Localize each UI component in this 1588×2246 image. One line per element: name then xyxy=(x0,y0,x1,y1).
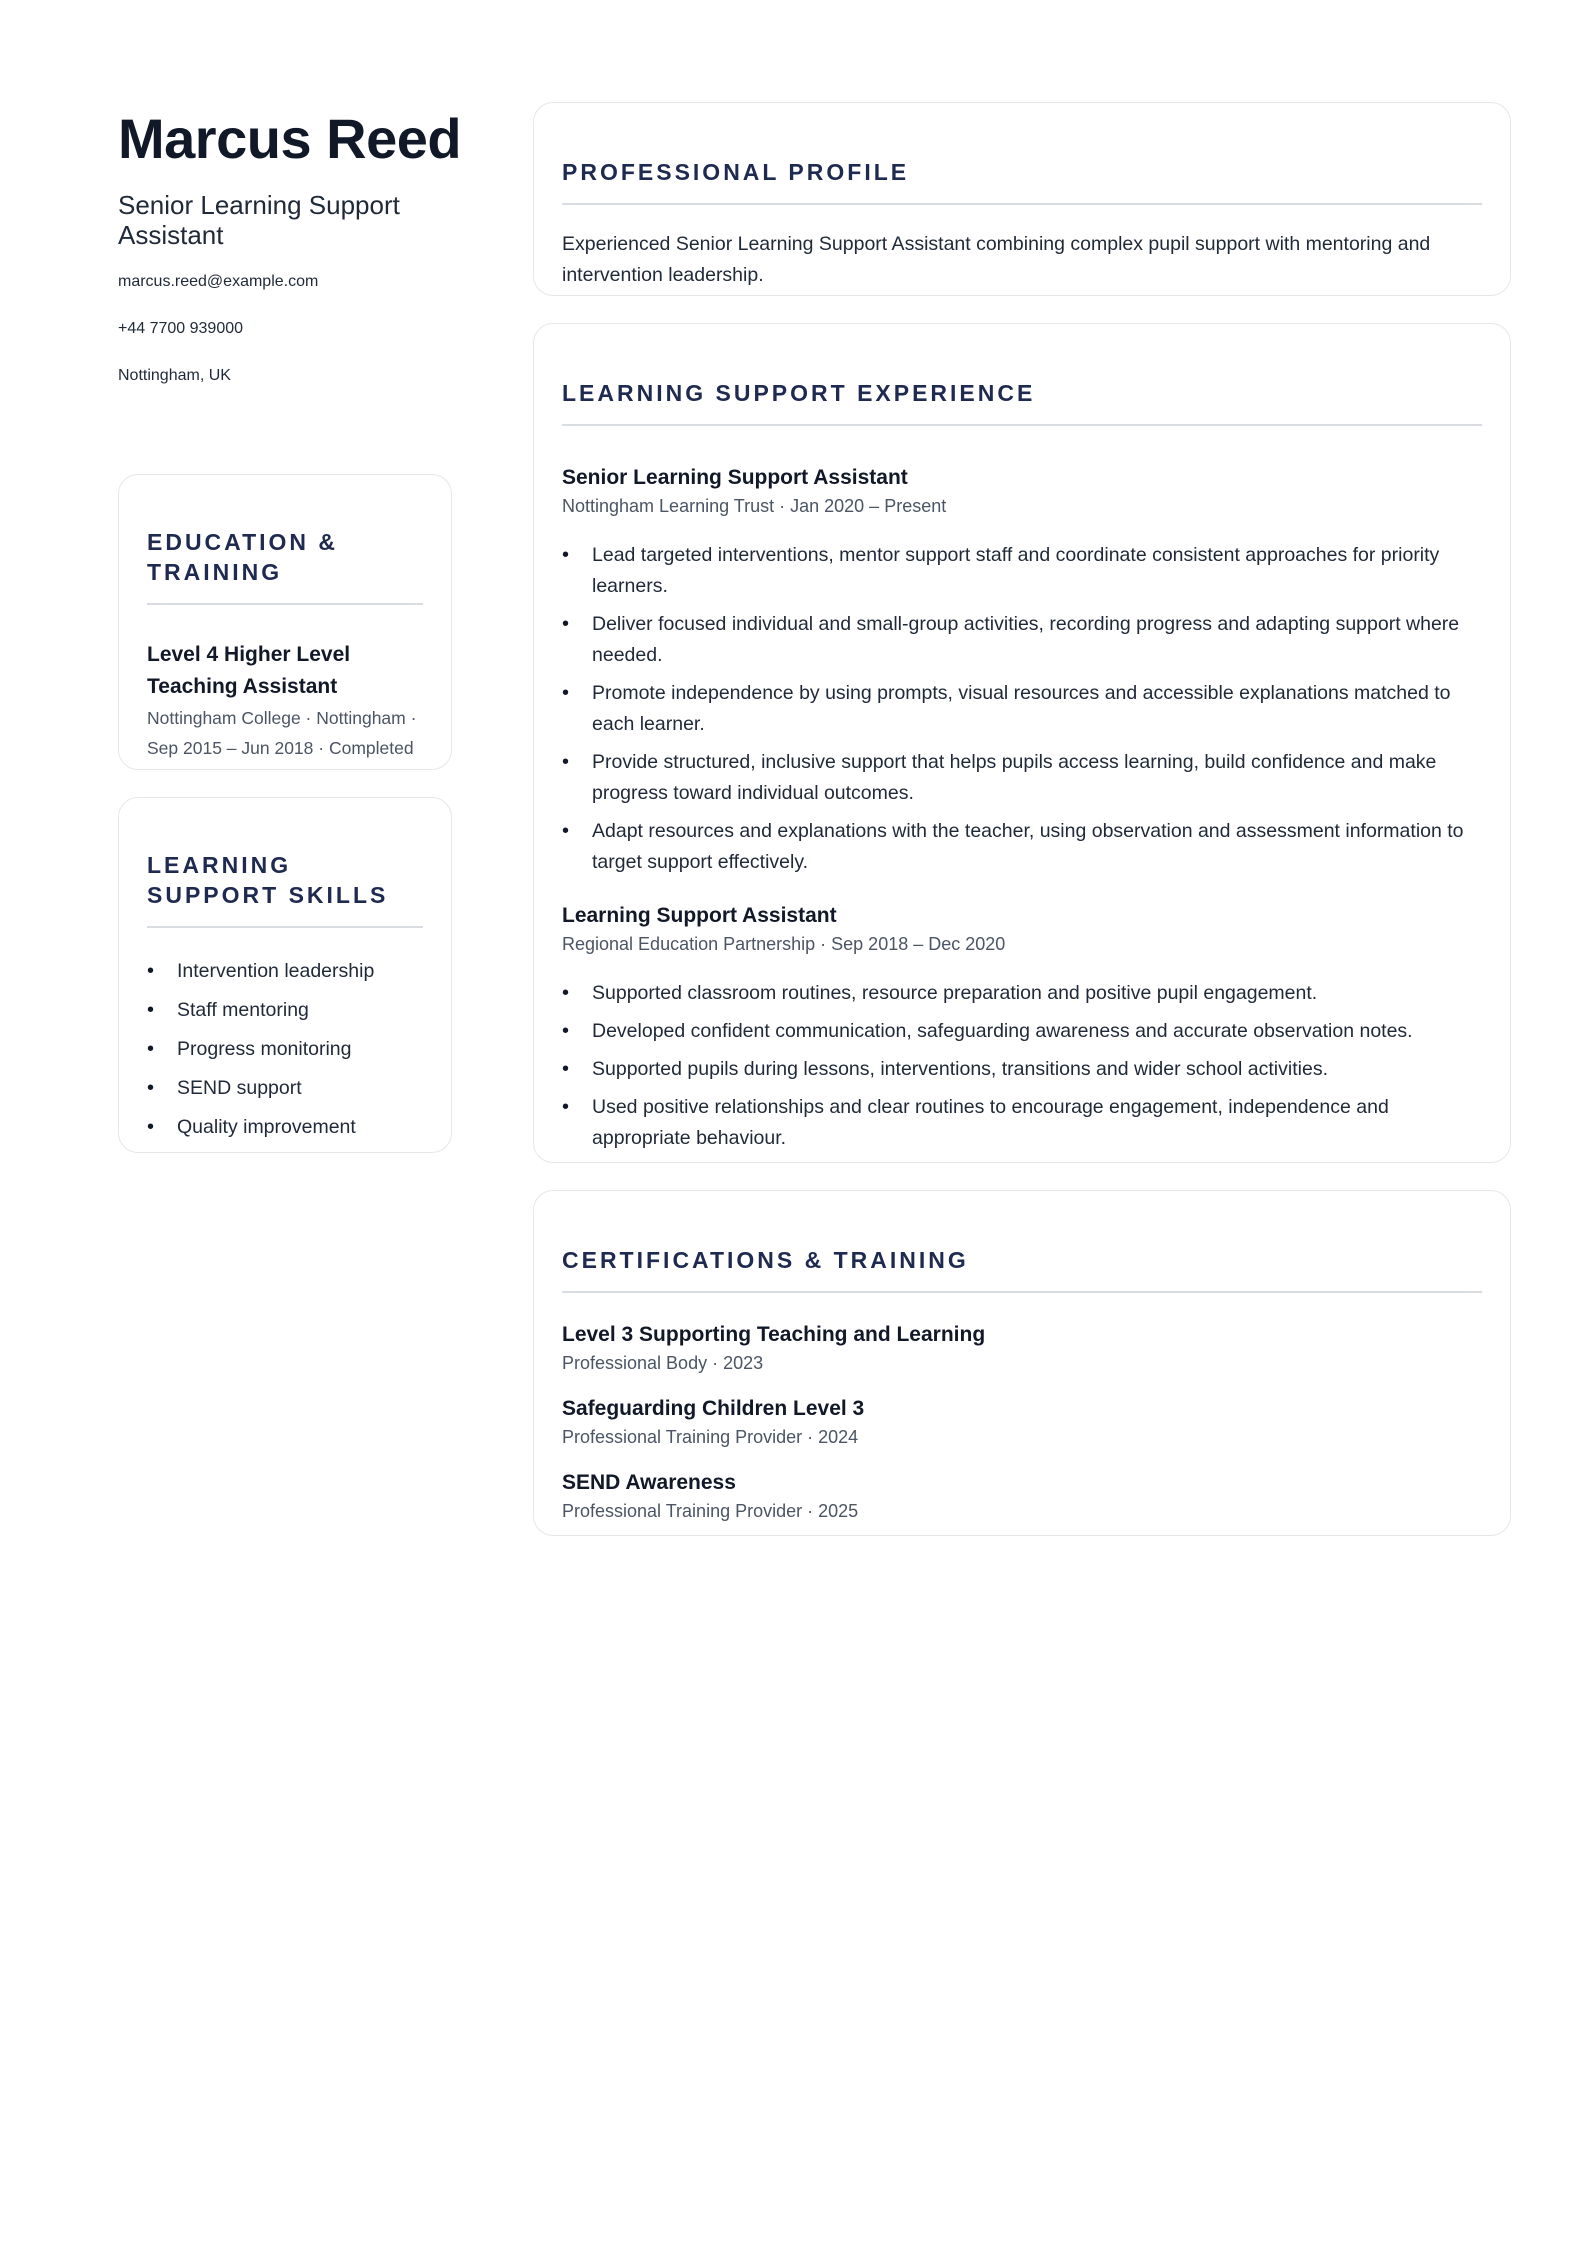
contact-list xyxy=(118,272,452,386)
profile-card xyxy=(533,102,1511,296)
candidate-headline: Senior Learning Support Assistant xyxy=(118,190,400,250)
skill-item: • SEND support xyxy=(147,1075,423,1101)
skill-item: • Intervention leadership xyxy=(147,958,423,984)
certification-meta: Professional Training Provider · 2024 xyxy=(562,1427,859,1447)
skill-item: • Progress monitoring xyxy=(147,1036,423,1062)
job-bullet: • Deliver focused individual and small-group activities, recording progress and adapting support where needed. xyxy=(562,609,1482,671)
job-bullets xyxy=(562,978,1482,1154)
sidebar xyxy=(118,104,462,413)
certification-meta: Professional Body · 2023 xyxy=(562,1353,764,1373)
divider xyxy=(147,603,423,605)
job-bullet: • Supported pupils during lessons, interventions, transitions and wider school activities. xyxy=(562,1054,1482,1085)
certification-name: Level 3 Supporting Teaching and Learning xyxy=(562,1323,986,1346)
job-entry xyxy=(562,464,1482,878)
job-bullets xyxy=(562,540,1482,878)
divider xyxy=(147,926,423,928)
skills-card xyxy=(118,797,452,1153)
certification-entry xyxy=(562,1469,1482,1523)
job-bullet: • Developed confident communication, safeguarding awareness and accurate observation notes. xyxy=(562,1016,1482,1047)
divider xyxy=(562,203,1482,205)
candidate-name: Marcus Reed xyxy=(118,107,462,170)
skill-item: • Quality improvement xyxy=(147,1114,423,1140)
job-bullet: • Promote independence by using prompts, visual resources and accessible explanations matched to each learner. xyxy=(562,678,1482,740)
job-bullet: • Lead targeted interventions, mentor support staff and coordinate consistent approaches for priority learners. xyxy=(562,540,1482,602)
certification-entry xyxy=(562,1395,1482,1449)
skill-item: • Staff mentoring xyxy=(147,997,423,1023)
job-bullet: • Supported classroom routines, resource preparation and positive pupil engagement. xyxy=(562,978,1482,1009)
job-entry xyxy=(562,902,1482,1154)
job-meta: Regional Education Partnership · Sep 2018 – Dec 2020 xyxy=(562,934,1006,954)
profile-title: PROFESSIONAL PROFILE xyxy=(562,159,910,185)
education-card xyxy=(118,474,452,770)
contact-location: Nottingham, UK xyxy=(118,367,231,384)
divider xyxy=(562,424,1482,426)
certifications-title: CERTIFICATIONS & TRAINING xyxy=(562,1247,969,1273)
profile-summary: Experienced Senior Learning Support Assistant combining complex pupil support with mentoring and intervention leadership. xyxy=(562,233,1431,286)
experience-title: LEARNING SUPPORT EXPERIENCE xyxy=(562,380,1036,406)
job-bullet: • Provide structured, inclusive support that helps pupils access learning, build confidence and make progress toward individual outcomes. xyxy=(562,747,1482,809)
job-bullet: • Used positive relationships and clear routines to encourage engagement, independence and appropriate behaviour. xyxy=(562,1092,1482,1154)
job-title: Senior Learning Support Assistant xyxy=(562,466,908,489)
divider xyxy=(562,1291,1482,1293)
job-bullet: • Adapt resources and explanations with the teacher, using observation and assessment information to target support effectively. xyxy=(562,816,1482,878)
education-meta: Nottingham College · Nottingham · Sep 2015 – Jun 2018 · Completed xyxy=(147,708,417,758)
contact-phone[interactable]: +44 7700 939000 xyxy=(118,320,244,337)
skills-list xyxy=(147,958,423,1140)
certifications-card xyxy=(533,1190,1511,1536)
skills-title: LEARNING SUPPORT SKILLS xyxy=(147,852,389,908)
contact-email[interactable]: marcus.reed@example.com xyxy=(118,273,319,290)
certification-meta: Professional Training Provider · 2025 xyxy=(562,1501,859,1521)
experience-card xyxy=(533,323,1511,1163)
education-title: EDUCATION & TRAINING xyxy=(147,529,339,585)
education-degree: Level 4 Higher Level Teaching Assistant xyxy=(147,643,351,698)
job-title: Learning Support Assistant xyxy=(562,904,837,927)
certification-name: SEND Awareness xyxy=(562,1471,736,1494)
certification-name: Safeguarding Children Level 3 xyxy=(562,1397,865,1420)
job-meta: Nottingham Learning Trust · Jan 2020 – Present xyxy=(562,496,947,516)
certification-entry xyxy=(562,1321,1482,1375)
